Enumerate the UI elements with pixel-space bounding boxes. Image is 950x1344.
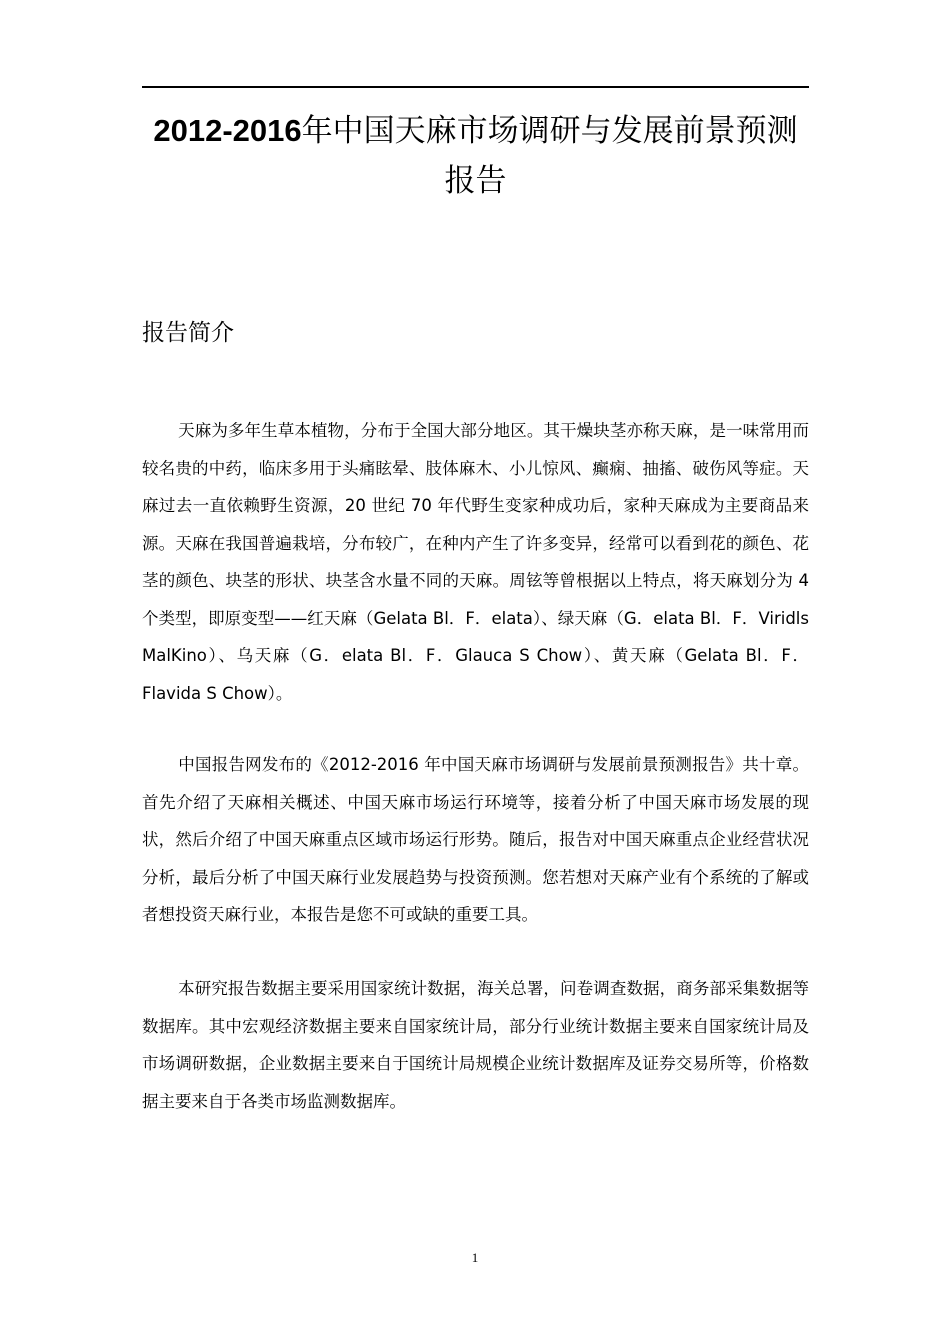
section-heading: 报告简介 <box>142 320 234 346</box>
report-title-year: 2012-2016 <box>153 113 302 148</box>
page-number: 1 <box>471 1250 479 1265</box>
paragraph-data-sources <box>142 970 809 1120</box>
paragraph-report-overview <box>142 746 809 934</box>
paragraph-intro <box>142 412 809 712</box>
report-title <box>142 106 809 206</box>
paragraph-text: 本研究报告数据主要采用国家统计数据，海关总署，问卷调查数据，商务部采集数据等数据库。其中宏观经济数据主要来自国家统计局，部分行业统计数据主要来自国家统计局及市场调研数据，企业数据主要来自于国统计局规模企业统计数据库及证券交易所等，价格数据主要来自于各类市场监测数据库。 <box>142 979 809 1111</box>
header-rule <box>142 86 809 88</box>
report-title-text: 年中国天麻市场调研与发展前景预测报告 <box>301 113 798 199</box>
paragraph-text: 天麻为多年生草本植物，分布于全国大部分地区。其干燥块茎亦称天麻，是一味常用而较名贵的中药，临床多用于头痛眩晕、肢体麻木、小儿惊风、癫痫、抽搐、破伤风等症。天麻过去一直依赖野生资源，20 世纪 70 年代野生变家种成功后，家种天麻成为主要商品来源。天麻在我国普遍栽培，分布较广，在种内产生了许多变异，经常可以看到花的颜色、花茎的颜色、块茎的形状、块茎含水量不同的天麻。周铉等曾根据以上特点，将天麻划分为 4 个类型，即原变型——红天麻（Gelata Bl．F．elata）、绿天麻（G．elata Bl．F．Viridls MalKino）、乌天麻（G．elata Bl．F．Glauca S Chow）、黄天麻（Gelata Bl．F．Flavida S Chow）。 <box>142 421 809 703</box>
paragraph-text: 中国报告网发布的《2012-2016 年中国天麻市场调研与发展前景预测报告》共十章。首先介绍了天麻相关概述、中国天麻市场运行环境等，接着分析了中国天麻市场发展的现状，然后介绍了中国天麻重点区域市场运行形势。随后，报告对中国天麻重点企业经营状况分析，最后分析了中国天麻行业发展趋势与投资预测。您若想对天麻产业有个系统的了解或者想投资天麻行业，本报告是您不可或缺的重要工具。 <box>142 755 809 924</box>
